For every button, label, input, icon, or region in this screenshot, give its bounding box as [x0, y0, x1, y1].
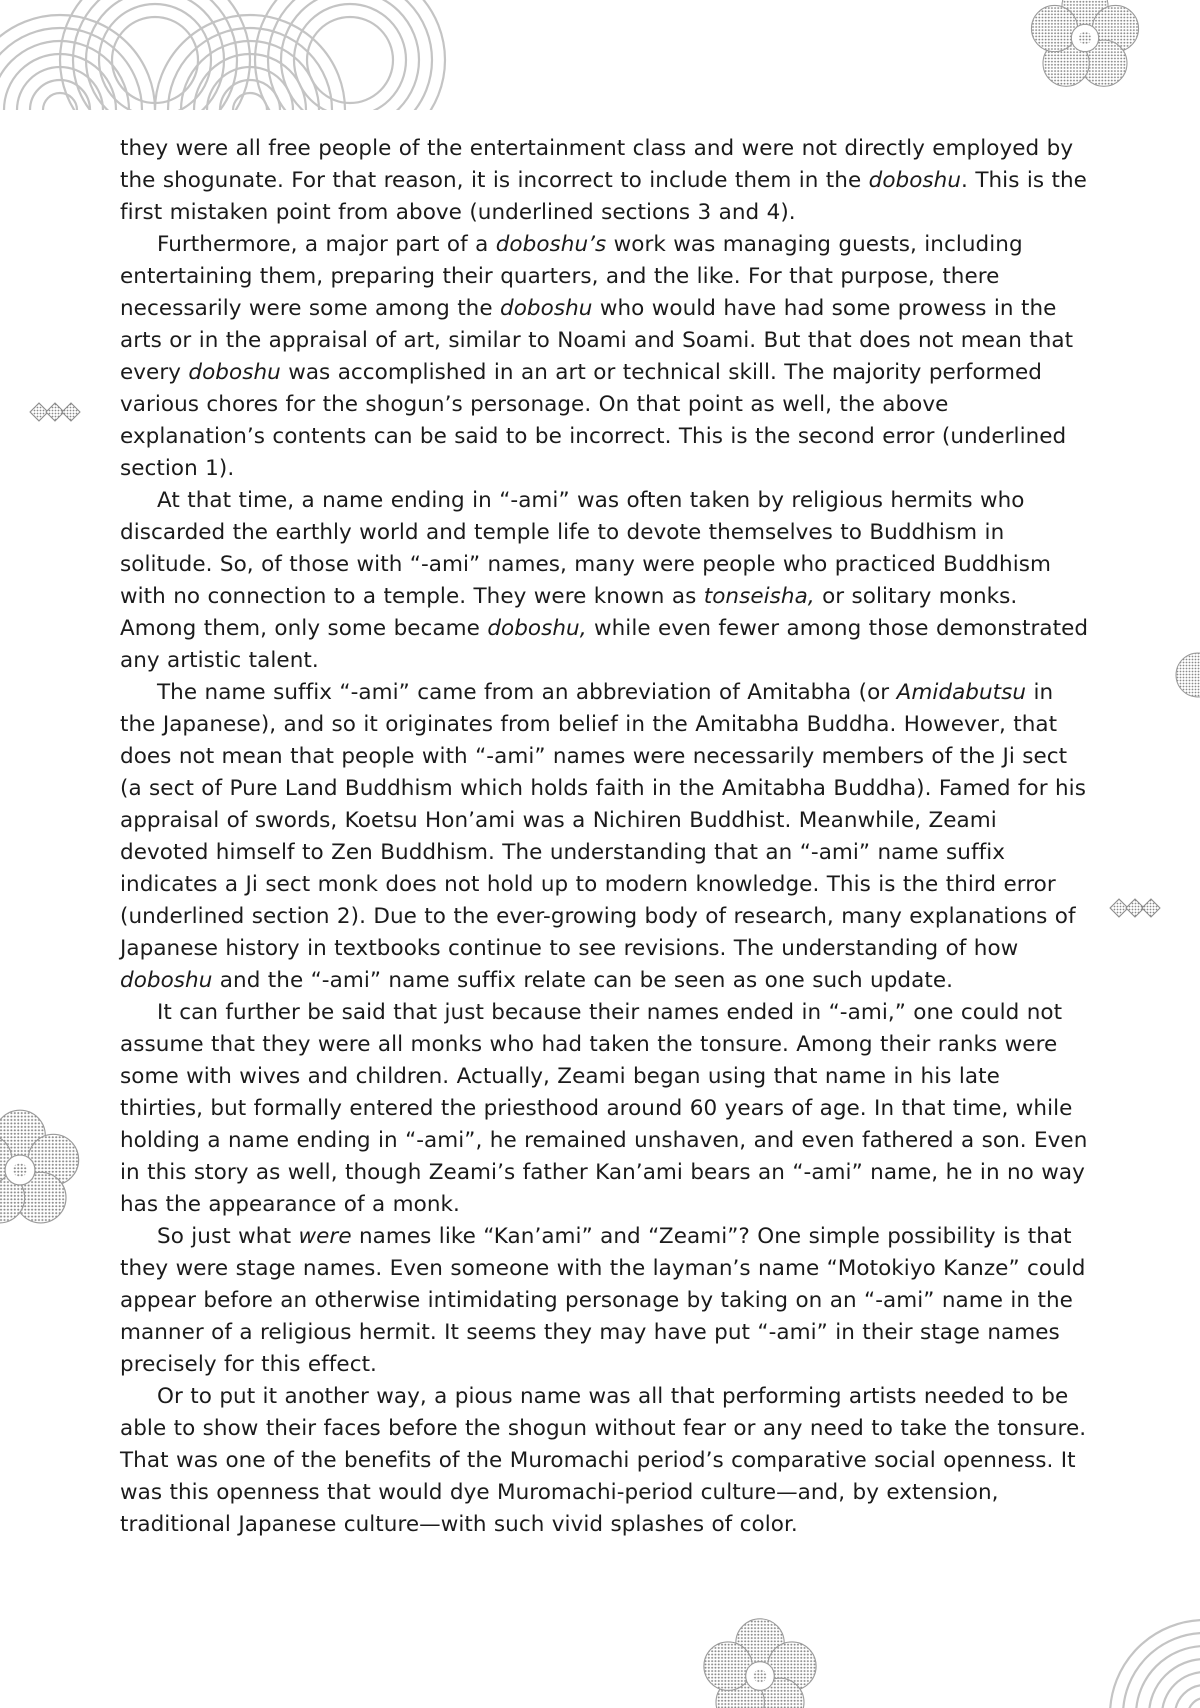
italic-term: doboshu,	[487, 616, 587, 641]
paragraph: It can further be said that just because their names ended in “-ami,” one could not assume that they were all monks who had taken the tonsure. Among their ranks were some with wives and children. Actually, Zeami began using that name in his late thirties, but formally entered the priesthood around 60 years of age. In that time, while holding a name ending in “-ami”, he remained unshaven, and even fathered a son. Even in this story as well, though Zeami’s father Kan’ami bears an “-ami” name, he in no way has the appearance of a monk.	[120, 1000, 1088, 1217]
paragraph: The name suffix “-ami” came from an abbreviation of Amitabha (or Amidabutsu in the Japanese), and so it originates from belief in the Amitabha Buddha. However, that does not mean that people with “-ami” names were necessarily members of the Ji sect (a sect of Pure Land Buddhism which holds faith in the Amitabha Buddha). Famed for his appraisal of swords, Koetsu Hon’ami was a Nichiren Buddhist. Meanwhile, Zeami devoted himself to Zen Buddhism. The understanding that an “-ami” name suffix indicates a Ji sect monk does not hold up to modern knowledge. This is the third error (underlined section 2). Due to the ever-growing body of research, many explanations of Japanese history in textbooks continue to see revisions. The understanding of how doboshu and the “-ami” name suffix relate can be seen as one such update.	[120, 680, 1086, 993]
italic-term: doboshu	[188, 360, 281, 385]
paragraph: So just what were names like “Kan’ami” and “Zeami”? One simple possibility is that they were stage names. Even someone with the layman’s name “Motokiyo Kanze” could appear before an otherwise intimidating personage by taking on an “-ami” name in the manner of a religious hermit. It seems they may have put “-ami” in their stage names precisely for this effect.	[120, 1224, 1086, 1377]
italic-term: tonseisha,	[703, 584, 815, 609]
italic-term: Amidabutsu	[896, 680, 1027, 705]
paragraph: they were all free people of the entertainment class and were not directly employed by the shogunate. For that reason, it is incorrect to include them in the doboshu. This is the first mistaken point from above (underlined sections 3 and 4).	[120, 136, 1087, 225]
seigaiha-wave-pattern	[1070, 1600, 1200, 1708]
three-diamond-ornament	[26, 400, 90, 424]
italic-term: doboshu	[120, 968, 213, 993]
italic-term: doboshu’s	[495, 232, 607, 257]
paragraph: Furthermore, a major part of a doboshu’s work was managing guests, including entertaining them, preparing their quarters, and the like. For that purpose, there necessarily were some among the doboshu who would have had some prowess in the arts or in the appraisal of art, similar to Noami and Soami. But that does not mean that every doboshu was accomplished in an art or technical skill. The majority performed various chores for the shogun’s personage. On that point as well, the above explanation’s contents can be said to be incorrect. This is the second error (underlined section 1).	[120, 232, 1074, 481]
italic-term: doboshu	[868, 168, 962, 193]
paragraph: At that time, a name ending in “-ami” was often taken by religious hermits who discarded the earthly world and temple life to devote themselves to Buddhism in solitude. So, of those with “-ami” names, many were people who practiced Buddhism with no connection to a temple. They were known as tonseisha, or solitary monks. Among them, only some became doboshu, while even fewer among those demonstrated any artistic talent.	[120, 488, 1089, 673]
kikyo-flower-crest	[690, 1608, 830, 1708]
article-body	[120, 133, 1090, 1541]
paragraph: Or to put it another way, a pious name was all that performing artists needed to be able to show their faces before the shogun without fear or any need to take the tonsure. That was one of the benefits of the Muromachi period’s comparative social openness. It was this openness that would dye Muromachi-period culture—and, by extension, traditional Japanese culture—with such vivid splashes of color.	[120, 1384, 1087, 1537]
kikyo-flower-crest	[1170, 640, 1200, 710]
seigaiha-wave-pattern	[0, 0, 460, 110]
italic-term: were	[298, 1224, 352, 1249]
kikyo-flower-crest	[0, 1100, 90, 1240]
kikyo-flower-crest	[1000, 0, 1200, 110]
three-diamond-ornament	[1106, 896, 1170, 920]
italic-term: doboshu	[500, 296, 593, 321]
